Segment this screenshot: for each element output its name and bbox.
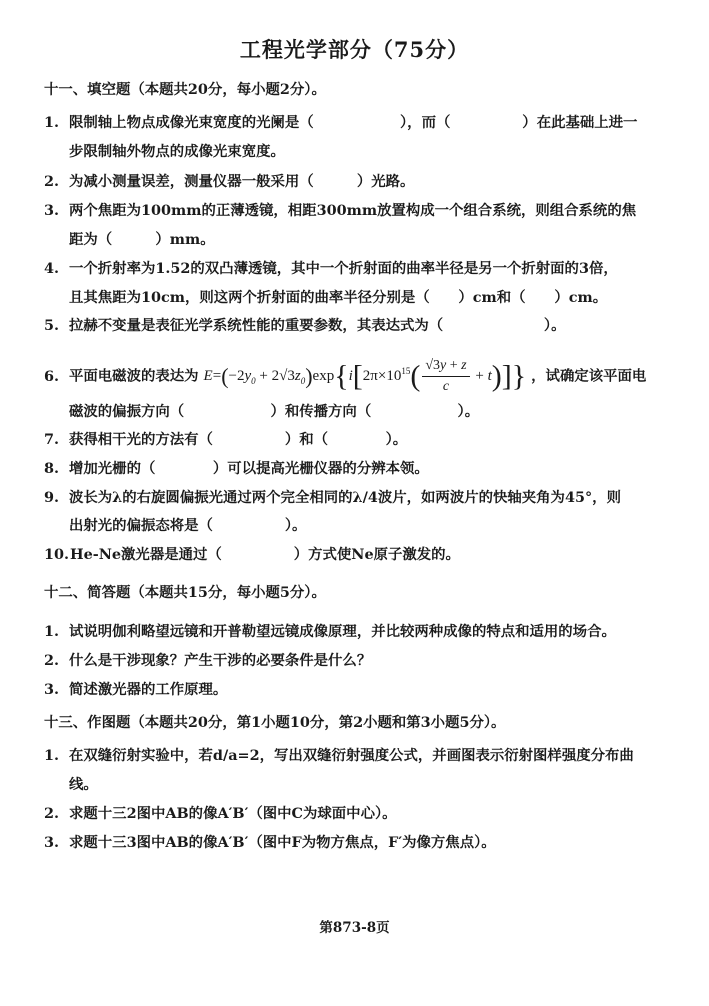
question-number: 3. (44, 681, 60, 698)
question-text: He-Ne激光器是通过（ ）方式使Ne原子激发的。 (70, 546, 460, 563)
question-number: 7. (44, 431, 60, 448)
question-number: 2. (44, 652, 60, 669)
question-text: 一个折射率为1.52的双凸薄透镜，其中一个折射面的曲率半径是另一个折射面的3倍， (69, 260, 618, 277)
question-number: 8. (44, 460, 60, 477)
s13-q1-line2: 线。 (69, 776, 98, 793)
question-text: 在双缝衍射实验中，若d/a=2，写出双缝衍射强度公式，并画图表示衍射图样强度分布曲 (69, 747, 634, 764)
s11-q7 (44, 430, 407, 450)
question-text: 拉赫不变量是表征光学系统性能的重要参数，其表达式为（ ）。 (69, 317, 566, 334)
question-number: 6. (44, 367, 60, 385)
page-number: 第873-8页 (319, 920, 390, 936)
question-text: 限制轴上物点成像光束宽度的光阑是（ ），而（ ）在此基础上进一 (69, 114, 638, 131)
question-text: 简述激光器的工作原理。 (69, 681, 228, 698)
s11-q3-line1 (44, 201, 636, 221)
s11-q1-line1 (44, 113, 637, 133)
question-number: 3. (44, 202, 60, 219)
question-number: 2. (44, 173, 60, 190)
s11-q9-line2: 出射光的偏振态将是（ ）。 (69, 517, 307, 534)
s12-q2 (44, 651, 371, 671)
s11-q5 (44, 316, 565, 336)
s11-q10 (44, 545, 460, 565)
question-text-prefix: 平面电磁波的表达为 (69, 367, 199, 385)
question-text: 获得相干光的方法有（ ）和（ ）。 (69, 431, 408, 448)
s11-q6-line2: 磁波的偏振方向（ ）和传播方向（ ）。 (69, 403, 480, 420)
question-text: 波长为λ的右旋圆偏振光通过两个完全相同的λ/4波片，如两波片的快轴夹角为45°，则 (69, 489, 621, 506)
page-title: 工程光学部分（75分） (239, 37, 470, 62)
em-wave-formula: $E=(-2y_0 + 2√3z_0)\exp\{i[2\pi\times 10^{15}$( $\frac{√3y + z}{c}$ + t)]} (203, 358, 527, 394)
question-number: 1. (44, 114, 60, 131)
question-text: 试说明伽利略望远镜和开普勒望远镜成像原理，并比较两种成像的特点和适用的场合。 (69, 623, 616, 640)
s13-q3 (44, 833, 496, 853)
question-text: 两个焦距为100mm的正薄透镜，相距300mm放置构成一个组合系统，则组合系统的焦 (69, 202, 637, 219)
s13-q1-line1 (44, 746, 634, 766)
s11-q4-line2: 且其焦距为10cm，则这两个折射面的曲率半径分别是（ ）cm和（ ）cm。 (69, 289, 608, 306)
s13-q2 (44, 804, 397, 824)
s11-q8 (44, 459, 429, 479)
s11-q3-line2: 距为（ ）mm。 (69, 231, 215, 248)
s12-q3 (44, 680, 227, 700)
question-number: 3. (44, 834, 60, 851)
question-number: 4. (44, 260, 60, 277)
question-number: 1. (44, 623, 60, 640)
question-text: 为减小测量误差，测量仪器一般采用（ ）光路。 (69, 173, 415, 190)
question-number: 9. (44, 489, 60, 506)
s11-q4-line1 (44, 259, 618, 279)
question-number: 5. (44, 317, 60, 334)
question-text: 求题十三3图中AB的像A′B′（图中F为物方焦点，F′为像方焦点）。 (69, 834, 496, 851)
section-11-header: 十一、填空题（本题共20分，每小题2分）。 (44, 81, 326, 98)
section-12-header: 十二、简答题（本题共15分，每小题5分）。 (44, 584, 326, 601)
s11-q2 (44, 172, 414, 192)
question-text: 求题十三2图中AB的像A′B′（图中C为球面中心）。 (69, 805, 397, 822)
s11-q6-line1 (44, 356, 646, 397)
question-text: 什么是干涉现象？产生干涉的必要条件是什么？ (69, 652, 372, 669)
question-number: 2. (44, 805, 60, 822)
question-number: 10. (44, 546, 70, 563)
question-number: 1. (44, 747, 60, 764)
s11-q9-line1 (44, 488, 621, 508)
question-text: 增加光栅的（ ）可以提高光栅仪器的分辨本领。 (69, 460, 429, 477)
question-text-suffix: ，试确定该平面电 (531, 367, 647, 385)
section-13-header: 十三、作图题（本题共20分，第1小题10分，第2小题和第3小题5分）。 (44, 714, 506, 731)
s11-q1-line2: 步限制轴外物点的成像光束宽度。 (69, 143, 285, 160)
s12-q1 (44, 622, 616, 642)
